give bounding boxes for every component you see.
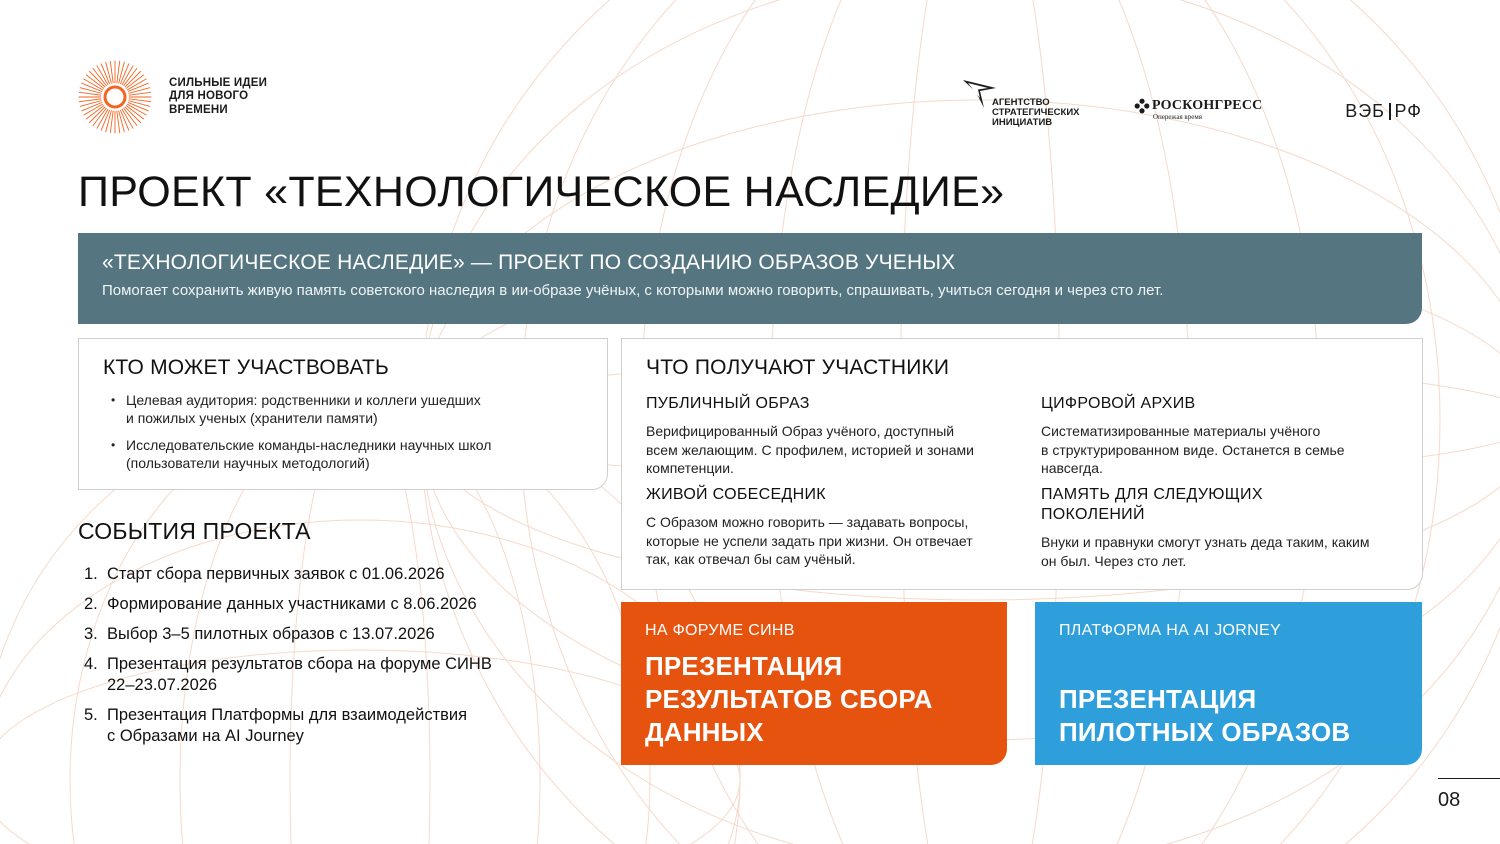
list-item: • Исследовательские команды-наследники научных школ (пользователи научных методологий) xyxy=(103,436,583,472)
benefit-digital-archive: ЦИФРОВОЙ АРХИВ Систематизированные материалы учёного в структурированном виде. Останется в семье навсегда. xyxy=(1041,395,1345,476)
tile-kicker: ПЛАТФОРМА НА AI JORNEY xyxy=(1059,622,1281,639)
partner-logos xyxy=(962,76,1422,128)
page-title: ПРОЕКТ «ТЕХНОЛОГИЧЕСКОЕ НАСЛЕДИЕ» xyxy=(78,168,1005,216)
list-item: 2. Формирование данных участниками с 8.06.2026 xyxy=(84,595,477,613)
banner-subtitle: Помогает сохранить живую память советского наследия в ии-образе учёных, с которыми можно говорить, спрашивать, учиться сегодня и через сто лет. xyxy=(102,282,1164,299)
asi-logo xyxy=(962,78,1080,128)
benefit-live-conversation: ЖИВОЙ СОБЕСЕДНИК С Образом можно говорить — задавать вопросы, которые не успели задать при жизни. Он отвечает так, как отвечал бы сам учёный. xyxy=(646,486,973,567)
events-heading: СОБЫТИЯ ПРОЕКТА xyxy=(78,518,311,544)
brand-block xyxy=(78,60,267,134)
list-item: 3. Выбор 3–5 пилотных образов с 13.07.2026 xyxy=(84,625,435,643)
list-item: • Целевая аудитория: родственники и коллеги ушедших и пожилых ученых (хранители памяти) xyxy=(103,391,583,427)
asi-logo-text: АГЕНТСТВО СТРАТЕГИЧЕСКИХ ИНИЦИАТИВ xyxy=(992,97,1080,128)
benefit-public-image: ПУБЛИЧНЫЙ ОБРАЗ Верифицированный Образ учёного, доступный всем желающим. С профилем, историей и зонами компетенции. xyxy=(646,395,975,476)
list-item: 1. Старт сбора первичных заявок с 01.06.2026 xyxy=(84,565,445,583)
brand-name: СИЛЬНЫЕ ИДЕИ ДЛЯ НОВОГО ВРЕМЕНИ xyxy=(169,76,268,116)
roscongress-logo xyxy=(1134,98,1262,121)
who-heading: КТО МОЖЕТ УЧАСТВОВАТЬ xyxy=(103,356,390,379)
platform-presentation-tile xyxy=(1035,602,1422,765)
page-number: 08 xyxy=(1438,778,1500,812)
benefits-card xyxy=(621,338,1423,590)
list-item: 4. Презентация результатов сбора на форуме СИНВ 22–23.07.2026 xyxy=(84,655,492,694)
list-item: 5. Презентация Платформы для взаимодействия с Образами на AI Journey xyxy=(84,706,468,745)
roscongress-tagline: Опережая время xyxy=(1153,113,1202,121)
events-list xyxy=(84,564,584,756)
project-banner xyxy=(78,233,1422,324)
who-list xyxy=(103,391,583,472)
veb-logo-left: ВЭБ xyxy=(1345,101,1385,121)
benefits-grid xyxy=(646,394,1398,584)
banner-heading: «ТЕХНОЛОГИЧЕСКОЕ НАСЛЕДИЕ» — ПРОЕКТ ПО СОЗДАНИЮ ОБРАЗОВ УЧЕНЫХ xyxy=(102,251,956,274)
sun-burst-logo-icon xyxy=(78,60,152,134)
veb-logo-divider xyxy=(1389,103,1391,120)
tile-kicker: НА ФОРУМЕ СИНВ xyxy=(645,622,795,639)
tile-heading: ПРЕЗЕНТАЦИЯ ПИЛОТНЫХ ОБРАЗОВ xyxy=(1059,684,1351,747)
benefits-heading: ЧТО ПОЛУЧАЮТ УЧАСТНИКИ xyxy=(646,356,950,379)
veb-logo xyxy=(1345,101,1422,122)
forum-presentation-tile xyxy=(621,602,1007,765)
benefit-memory-generations: ПАМЯТЬ ДЛЯ СЛЕДУЮЩИХ ПОКОЛЕНИЙ Внуки и правнуки смогут узнать деда таким, каким он был. Через сто лет. xyxy=(1041,486,1370,569)
roscongress-name: РОСКОНГРЕСС xyxy=(1152,98,1263,113)
who-can-participate-card xyxy=(78,338,608,490)
tile-heading: ПРЕЗЕНТАЦИЯ РЕЗУЛЬТАТОВ СБОРА ДАННЫХ xyxy=(645,651,933,747)
roscongress-flower-logo-icon xyxy=(1134,98,1150,114)
veb-logo-right: РФ xyxy=(1394,101,1422,121)
